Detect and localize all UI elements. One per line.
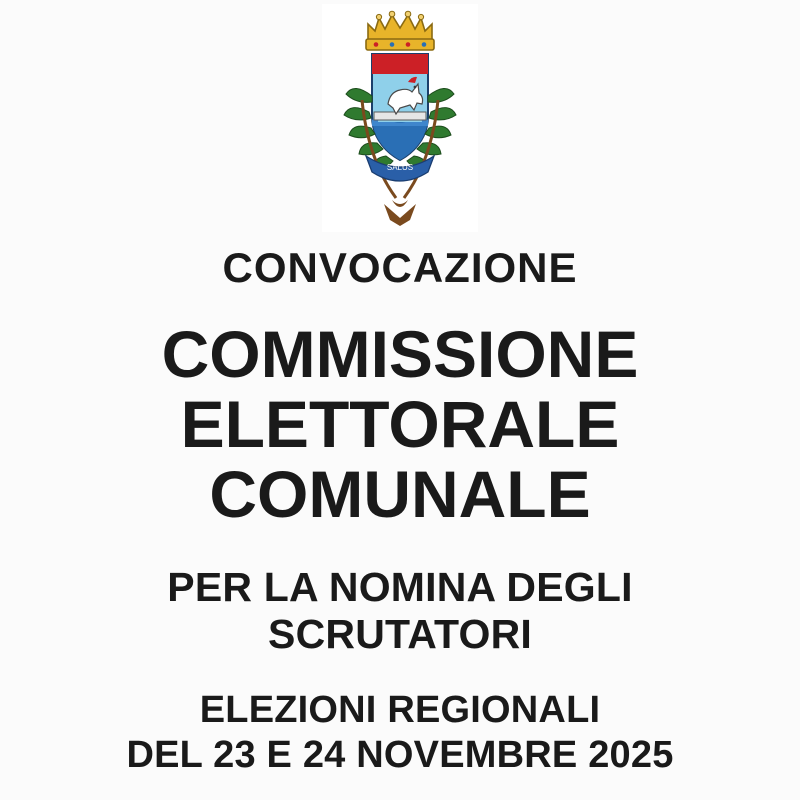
title-line-2: ELETTORALE (180, 386, 620, 461)
title-line-1: COMMISSIONE (161, 316, 639, 391)
municipal-coat-of-arms-icon (322, 4, 478, 232)
svg-text:SALUS: SALUS (386, 163, 414, 172)
title-line-3: COMUNALE (209, 456, 591, 531)
election-line-2: DEL 23 E 24 NOVEMBRE 2025 (126, 733, 674, 776)
coat-of-arms (322, 4, 478, 232)
subtitle-line-1: PER LA NOMINA DEGLI (167, 563, 633, 610)
subtitle-line-2: SCRUTATORI (268, 610, 532, 657)
heading-convocazione: CONVOCAZIONE (222, 244, 578, 291)
crown-icon (366, 11, 434, 50)
shield-icon (372, 54, 428, 160)
election-line-1: ELEZIONI REGIONALI (199, 688, 601, 731)
